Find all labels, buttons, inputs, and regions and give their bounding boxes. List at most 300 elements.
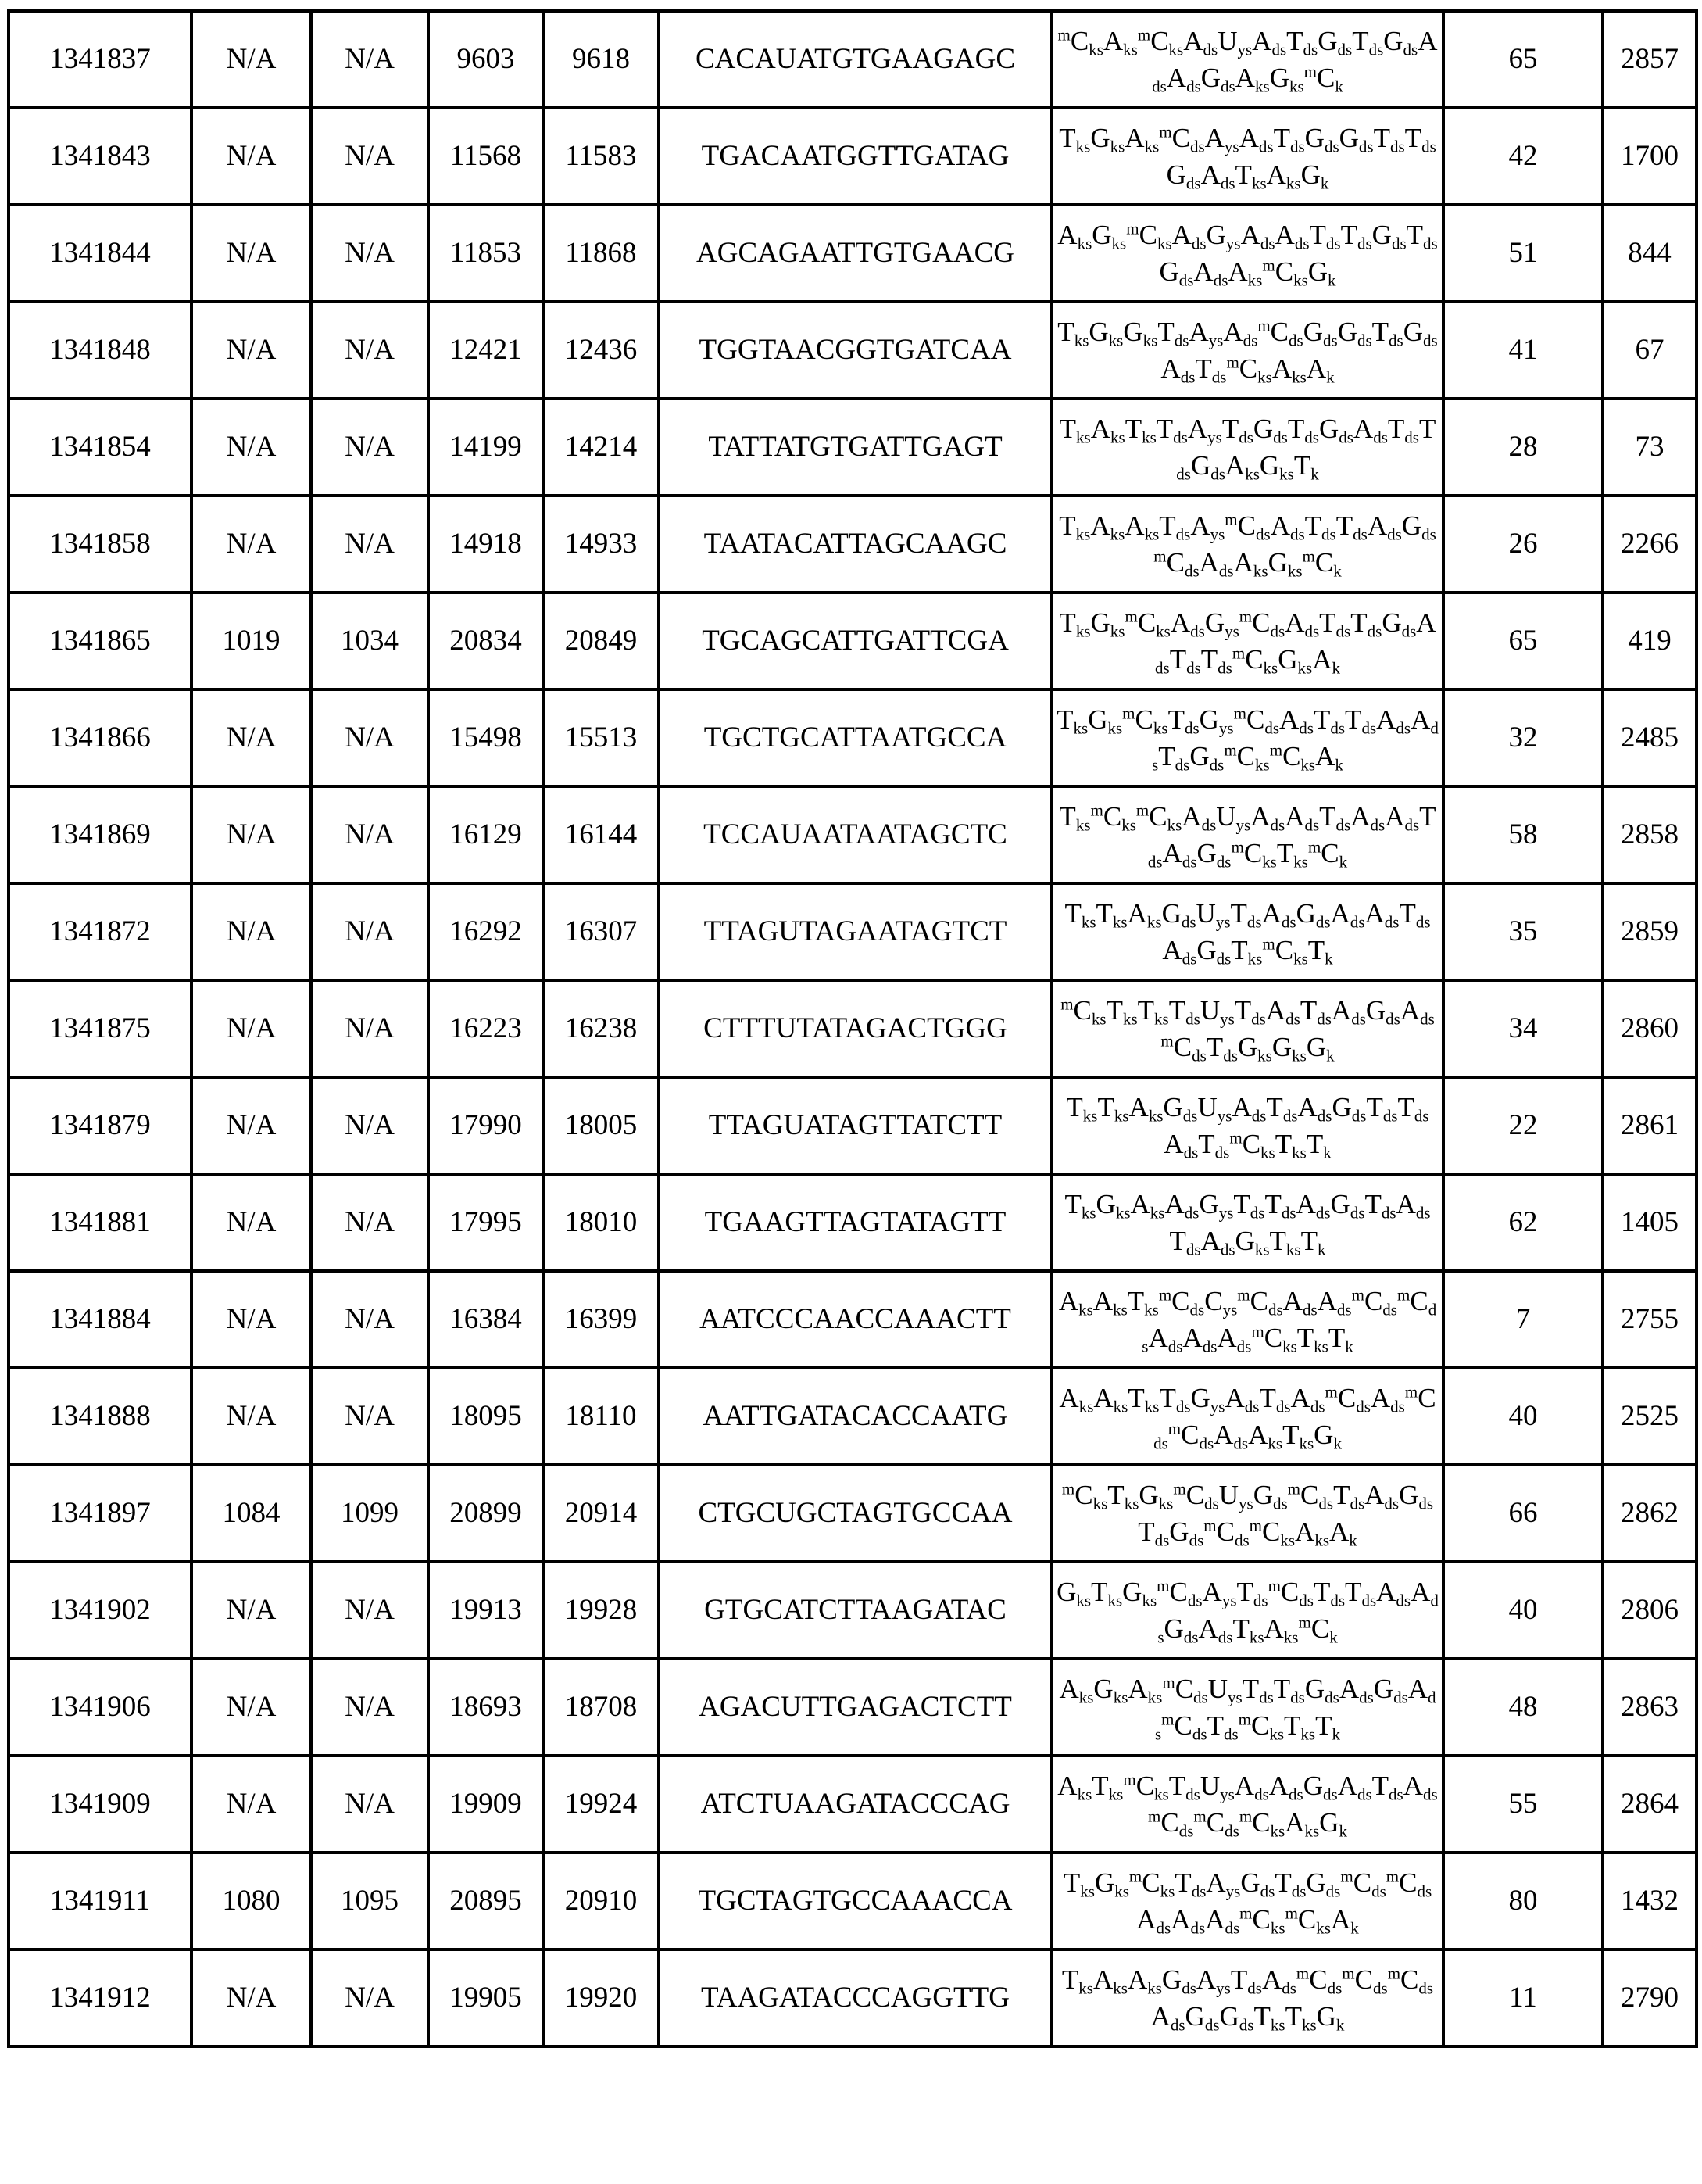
nucleotide: Ads [1350, 801, 1385, 832]
nucleotide: Ads [1262, 1964, 1296, 1995]
start-site-2-cell: 20834 [428, 593, 543, 689]
table-row [9, 1077, 1697, 1174]
nucleotide: Tds [1319, 607, 1350, 638]
stop-site-2-cell: 18005 [543, 1077, 659, 1174]
nucleotide: Gks [1260, 450, 1294, 481]
nucleotide: mCks [1062, 1480, 1107, 1510]
compound-id-cell: 1341912 [9, 1949, 191, 2046]
nucleotide: mCds [1157, 1577, 1202, 1607]
stop-site-2-cell: 15513 [543, 689, 659, 786]
sequence-cell: TGCTAGTGCCAAACCA [659, 1853, 1052, 1949]
stop-site-2-cell: 11583 [543, 108, 659, 205]
nucleotide: Ads [1152, 704, 1439, 772]
nucleotide: Gds [1372, 220, 1407, 250]
nucleotide: mCks [1122, 704, 1167, 735]
start-site-2-cell: 16292 [428, 883, 543, 980]
chemistry-notation-cell [1052, 108, 1443, 205]
nucleotide: Gks [1238, 1032, 1272, 1062]
chemistry-notation-cell [1052, 205, 1443, 302]
seq-id-cell: 2755 [1603, 1271, 1697, 1368]
nucleotide: Ads [1183, 26, 1218, 56]
seq-id-cell: 2858 [1603, 786, 1697, 883]
stop-site-2-cell: 11868 [543, 205, 659, 302]
nucleotide: Tds [1333, 1480, 1364, 1510]
nucleotide: Tks [1277, 838, 1308, 868]
seq-id-cell: 1405 [1603, 1174, 1697, 1271]
nucleotide: Gds [1189, 741, 1224, 772]
oligonucleotide-table [7, 9, 1698, 2048]
stop-site-1-cell: 1099 [311, 1465, 428, 1562]
table-row [9, 205, 1697, 302]
nucleotide: Tds [1275, 1867, 1306, 1898]
nucleotide: Tds [1372, 1770, 1403, 1801]
table-row [9, 883, 1697, 980]
stop-site-2-cell: 20914 [543, 1465, 659, 1562]
nucleotide: Tks [1297, 1323, 1328, 1353]
stop-site-2-cell: 16238 [543, 980, 659, 1077]
nucleotide: mCds [1237, 1286, 1282, 1316]
stop-site-1-cell: N/A [311, 1271, 428, 1368]
start-site-2-cell: 11568 [428, 108, 543, 205]
nucleotide: Ads [1157, 1577, 1439, 1644]
nucleotide: mCks [1138, 26, 1183, 56]
start-site-1-cell: N/A [191, 980, 311, 1077]
nucleotide: Tk [1307, 1129, 1332, 1159]
seq-id-cell: 2861 [1603, 1077, 1697, 1174]
nucleotide: Gds [1201, 63, 1235, 93]
seq-id-cell: 2860 [1603, 980, 1697, 1077]
nucleotide: Ads [1279, 704, 1314, 735]
nucleotide: Gys [1191, 1383, 1225, 1413]
sequence-cell: AGACUTTGAGACTCTT [659, 1659, 1052, 1756]
nucleotide: Ads [1193, 256, 1228, 287]
stop-site-1-cell: N/A [311, 1368, 428, 1465]
stop-site-2-cell: 18010 [543, 1174, 659, 1271]
stop-site-2-cell: 9618 [543, 11, 659, 108]
nucleotide: Gds [1197, 838, 1232, 868]
nucleotide: mCds [1388, 1964, 1433, 1995]
activity-value-cell: 40 [1443, 1368, 1603, 1465]
activity-value-cell: 62 [1443, 1174, 1603, 1271]
nucleotide: Gys [1199, 1189, 1233, 1219]
compound-id-cell: 1341906 [9, 1659, 191, 1756]
nucleotide: Ads [1376, 1577, 1411, 1607]
activity-value-cell: 65 [1443, 11, 1603, 108]
nucleotide: Ads [1241, 220, 1275, 250]
nucleotide: mCds [1234, 704, 1279, 735]
sequence-cell: AATTGATACACCAATG [659, 1368, 1052, 1465]
seq-id-cell: 2525 [1603, 1368, 1697, 1465]
nucleotide: mCds [1352, 1286, 1397, 1316]
table-row [9, 399, 1697, 496]
stop-site-1-cell: N/A [311, 1174, 428, 1271]
nucleotide: Tds [1319, 801, 1350, 832]
nucleotide: Tks [1066, 1092, 1097, 1122]
chemistry-notation-cell [1052, 1465, 1443, 1562]
nucleotide: Gds [1253, 414, 1288, 444]
compound-id-cell: 1341872 [9, 883, 191, 980]
nucleotide: Uys [1200, 1770, 1235, 1801]
nucleotide: Gds [1399, 1480, 1433, 1510]
nucleotide: Ads [1164, 1189, 1199, 1219]
nucleotide: Ak [1329, 1516, 1357, 1547]
seq-id-cell: 1700 [1603, 108, 1697, 205]
start-site-2-cell: 19905 [428, 1949, 543, 2046]
activity-value-cell: 40 [1443, 1562, 1603, 1659]
start-site-2-cell: 14918 [428, 496, 543, 593]
nucleotide: Tds [1158, 741, 1189, 772]
nucleotide: mCks [1123, 1770, 1168, 1801]
nucleotide: Aks [1128, 898, 1162, 929]
nucleotide: Gds [1319, 414, 1353, 444]
nucleotide: Tks [1064, 898, 1096, 929]
nucleotide: Ads [1152, 26, 1437, 93]
nucleotide: Gys [1205, 607, 1239, 638]
nucleotide: Ads [1167, 63, 1201, 93]
nucleotide: mCds [1153, 1383, 1436, 1450]
nucleotide: Ads [1298, 1092, 1332, 1122]
compound-id-cell: 1341848 [9, 302, 191, 399]
nucleotide: Ads [1252, 26, 1286, 56]
chemistry-notation-cell [1052, 1853, 1443, 1949]
nucleotide: Ads [1296, 1189, 1331, 1219]
nucleotide: Ads [1182, 1323, 1217, 1353]
nucleotide: Ads [1339, 1674, 1374, 1704]
nucleotide: Tds [1198, 1129, 1229, 1159]
nucleotide: Gds [1303, 317, 1338, 347]
nucleotide: Ads [1385, 801, 1419, 832]
nucleotide: Gds [1306, 1867, 1340, 1898]
nucleotide: Ads [1338, 1770, 1372, 1801]
nucleotide: Ads [1171, 1904, 1205, 1935]
nucleotide: Gds [1162, 898, 1196, 929]
nucleotide: Aks [1285, 1807, 1319, 1838]
nucleotide: mCks [1270, 741, 1315, 772]
nucleotide: Tds [1231, 1964, 1262, 1995]
stop-site-1-cell: N/A [311, 883, 428, 980]
nucleotide: Tds [1398, 1092, 1429, 1122]
activity-value-cell: 34 [1443, 980, 1603, 1077]
nucleotide: mCds [1257, 317, 1303, 347]
nucleotide: Aks [1128, 1674, 1162, 1704]
nucleotide: Ads [1172, 220, 1207, 250]
nucleotide: Ak [1307, 353, 1335, 384]
compound-id-cell: 1341865 [9, 593, 191, 689]
nucleotide: Uys [1218, 26, 1252, 56]
stop-site-2-cell: 19928 [543, 1562, 659, 1659]
nucleotide: Ads [1182, 801, 1216, 832]
nucleotide: mCds [1288, 1480, 1333, 1510]
nucleotide: Aks [1125, 510, 1159, 541]
start-site-1-cell: N/A [191, 786, 311, 883]
nucleotide: mCds [1153, 547, 1199, 578]
nucleotide: Gds [1383, 26, 1418, 56]
nucleotide: Ays [1203, 1577, 1237, 1607]
nucleotide: Tds [1399, 898, 1430, 929]
table-row [9, 496, 1697, 593]
nucleotide: Gds [1296, 898, 1331, 929]
nucleotide: Tds [1169, 1770, 1200, 1801]
nucleotide: Tds [1264, 1189, 1296, 1219]
start-site-2-cell: 16223 [428, 980, 543, 1077]
stop-site-1-cell: N/A [311, 108, 428, 205]
nucleotide: Aks [1093, 1286, 1128, 1316]
nucleotide: Uys [1208, 1674, 1243, 1704]
nucleotide: mCds [1173, 1480, 1218, 1510]
nucleotide: Tds [1310, 220, 1341, 250]
nucleotide: mCks [1060, 995, 1106, 1026]
nucleotide: Ads [1205, 1904, 1239, 1935]
stop-site-1-cell: N/A [311, 302, 428, 399]
seq-id-cell: 2863 [1603, 1659, 1697, 1756]
nucleotide: Tks [1064, 1189, 1096, 1219]
nucleotide: Ads [1262, 898, 1296, 929]
compound-id-cell: 1341854 [9, 399, 191, 496]
stop-site-2-cell: 20910 [543, 1853, 659, 1949]
nucleotide: Ads [1217, 1323, 1251, 1353]
nucleotide: Ads [1232, 1092, 1266, 1122]
nucleotide: Aks [1059, 1674, 1093, 1704]
activity-value-cell: 11 [1443, 1949, 1603, 2046]
stop-site-2-cell: 14214 [543, 399, 659, 496]
start-site-2-cell: 15498 [428, 689, 543, 786]
nucleotide: mCds [1386, 1867, 1432, 1898]
nucleotide: Tds [1305, 510, 1336, 541]
nucleotide: Tds [1405, 123, 1436, 153]
nucleotide: mCk [1308, 838, 1347, 868]
nucleotide: Ays [1205, 123, 1239, 153]
nucleotide: Uys [1216, 801, 1250, 832]
nucleotide: Aks [1093, 1964, 1128, 1995]
sequence-cell: CACAUATGTGAAGAGC [659, 11, 1052, 108]
stop-site-2-cell: 16144 [543, 786, 659, 883]
seq-id-cell: 419 [1603, 593, 1697, 689]
nucleotide: Aks [1267, 159, 1301, 190]
table-row [9, 1465, 1697, 1562]
nucleotide: Tds [1259, 1383, 1290, 1413]
nucleotide: Gds [1303, 1770, 1338, 1801]
stop-site-1-cell: N/A [311, 11, 428, 108]
start-site-2-cell: 19913 [428, 1562, 543, 1659]
nucleotide: Ads [1396, 1189, 1431, 1219]
nucleotide: mCks [1250, 1516, 1295, 1547]
nucleotide: Tds [1345, 704, 1376, 735]
start-site-2-cell: 18095 [428, 1368, 543, 1465]
nucleotide: mCks [1126, 220, 1171, 250]
nucleotide: mCds [1162, 1674, 1207, 1704]
nucleotide: Gds [1159, 256, 1193, 287]
stop-site-2-cell: 16399 [543, 1271, 659, 1368]
nucleotide: mCds [1168, 1420, 1214, 1450]
stop-site-1-cell: N/A [311, 399, 428, 496]
nucleotide: Ads [1162, 935, 1196, 965]
nucleotide: Ads [1365, 898, 1400, 929]
start-site-1-cell: 1080 [191, 1853, 311, 1949]
stop-site-1-cell: N/A [311, 1949, 428, 2046]
compound-id-cell: 1341879 [9, 1077, 191, 1174]
nucleotide: Tks [1282, 1420, 1314, 1450]
nucleotide: Aks [1129, 1092, 1164, 1122]
nucleotide: mCks [1232, 644, 1278, 675]
nucleotide: Tks [1270, 1226, 1301, 1256]
nucleotide: Tks [1128, 1383, 1159, 1413]
table-row [9, 593, 1697, 689]
nucleotide: Gds [1196, 935, 1231, 965]
start-site-1-cell: 1084 [191, 1465, 311, 1562]
nucleotide: mCds [1342, 1964, 1387, 1995]
nucleotide: Ays [1196, 1964, 1231, 1995]
nucleotide: mCks [1229, 1129, 1275, 1159]
activity-value-cell: 51 [1443, 205, 1603, 302]
nucleotide: mCks [1091, 801, 1136, 832]
nucleotide: Ads [1163, 838, 1197, 868]
start-site-2-cell: 17990 [428, 1077, 543, 1174]
nucleotide: Tks [1128, 1286, 1159, 1316]
nucleotide: Aks [1090, 510, 1125, 541]
nucleotide: Gds [1305, 123, 1339, 153]
nucleotide: Aks [1057, 1770, 1092, 1801]
nucleotide: Tds [1274, 1674, 1305, 1704]
start-site-1-cell: N/A [191, 302, 311, 399]
sequence-cell: AGCAGAATTGTGAACG [659, 205, 1052, 302]
nucleotide: Tds [1231, 898, 1262, 929]
nucleotide: Ads [1400, 995, 1435, 1026]
activity-value-cell: 55 [1443, 1756, 1603, 1853]
sequence-cell: TGCAGCATTGATTCGA [659, 593, 1052, 689]
start-site-2-cell: 11853 [428, 205, 543, 302]
table-row [9, 1174, 1697, 1271]
nucleotide: Ak [1331, 1904, 1359, 1935]
nucleotide: Ays [1189, 317, 1223, 347]
nucleotide: Ads [1160, 353, 1195, 384]
chemistry-notation-cell [1052, 1949, 1443, 2046]
stop-site-2-cell: 16307 [543, 883, 659, 980]
nucleotide: Tds [1372, 317, 1403, 347]
nucleotide: mCds [1296, 1964, 1342, 1995]
nucleotide: Tk [1308, 935, 1333, 965]
nucleotide: Gds [1318, 26, 1352, 56]
nucleotide: Tks [1091, 1577, 1122, 1607]
stop-site-1-cell: N/A [311, 689, 428, 786]
nucleotide: Gds [1191, 450, 1225, 481]
nucleotide: mCks [1239, 1904, 1285, 1935]
table-row [9, 11, 1697, 108]
start-site-2-cell: 12421 [428, 302, 543, 399]
nucleotide: Tds [1168, 704, 1200, 735]
nucleotide: Tds [1336, 510, 1368, 541]
nucleotide: Tk [1328, 1323, 1353, 1353]
table-row [9, 1368, 1697, 1465]
nucleotide: Aks [1128, 1964, 1162, 1995]
nucleotide: mCds [1159, 123, 1204, 153]
sequence-cell: TTAGUTAGAATAGTCT [659, 883, 1052, 980]
nucleotide: Gds [1240, 1867, 1275, 1898]
nucleotide: Gks [1089, 317, 1123, 347]
start-site-2-cell: 16129 [428, 786, 543, 883]
nucleotide: Tds [1176, 414, 1436, 481]
nucleotide: Ads [1285, 607, 1319, 638]
chemistry-notation-cell [1052, 1756, 1443, 1853]
nucleotide: Ads [1171, 607, 1205, 638]
stop-site-1-cell: N/A [311, 980, 428, 1077]
chemistry-notation-cell [1052, 496, 1443, 593]
seq-id-cell: 2857 [1603, 11, 1697, 108]
nucleotide: Uys [1196, 898, 1231, 929]
chemistry-notation-cell [1052, 1271, 1443, 1368]
sequence-cell: TATTATGTGATTGAGT [659, 399, 1052, 496]
nucleotide: Ads [1155, 607, 1436, 675]
seq-id-cell: 2864 [1603, 1756, 1697, 1853]
nucleotide: Ads [1151, 2001, 1185, 2032]
start-site-1-cell: N/A [191, 1368, 311, 1465]
nucleotide: Gks [1139, 1480, 1173, 1510]
nucleotide: Aks [1248, 1420, 1282, 1450]
nucleotide: Tds [1195, 353, 1226, 384]
stop-site-1-cell: 1095 [311, 1853, 428, 1949]
nucleotide: Ak [1315, 741, 1343, 772]
nucleotide: Tds [1388, 414, 1419, 444]
sequence-cell: TTAGUATAGTTATCTT [659, 1077, 1052, 1174]
nucleotide: Tds [1286, 26, 1318, 56]
nucleotide: Tks [1064, 1867, 1095, 1898]
sequence-cell: ATCTUAAGATACCCAG [659, 1756, 1052, 1853]
nucleotide: Tds [1237, 1577, 1268, 1607]
nucleotide: Gks [1091, 607, 1125, 638]
nucleotide: Tds [1157, 317, 1189, 347]
nucleotide: Gds [1374, 1674, 1408, 1704]
nucleotide: Gks [1268, 547, 1303, 578]
activity-value-cell: 66 [1443, 1465, 1603, 1562]
nucleotide: mCks [1239, 1807, 1285, 1838]
nucleotide: mCks [1262, 256, 1307, 287]
nucleotide: Ads [1201, 1226, 1235, 1256]
nucleotide: Gds [1305, 1674, 1339, 1704]
compound-id-cell: 1341869 [9, 786, 191, 883]
nucleotide: Tds [1170, 1226, 1201, 1256]
nucleotide: Aks [1235, 63, 1270, 93]
nucleotide: Aks [1295, 1516, 1329, 1547]
nucleotide: Tks [1059, 801, 1090, 832]
nucleotide: Tks [1059, 510, 1090, 541]
nucleotide: Ads [1223, 317, 1257, 347]
nucleotide: Gds [1339, 123, 1374, 153]
nucleotide: Gks [1088, 704, 1122, 735]
chemistry-notation-cell [1052, 1659, 1443, 1756]
seq-id-cell: 2266 [1603, 496, 1697, 593]
nucleotide: Tks [1059, 607, 1090, 638]
nucleotide: Aks [1103, 26, 1138, 56]
nucleotide: Ads [1235, 1770, 1269, 1801]
nucleotide: Ads [1332, 995, 1366, 1026]
nucleotide: Tds [1350, 607, 1382, 638]
start-site-1-cell: N/A [191, 11, 311, 108]
table-row [9, 302, 1697, 399]
nucleotide: Gds [1332, 1092, 1366, 1122]
nucleotide: Tds [1148, 801, 1436, 868]
activity-value-cell: 42 [1443, 108, 1603, 205]
nucleotide: mCks [1129, 1867, 1175, 1898]
start-site-1-cell: N/A [191, 205, 311, 302]
nucleotide: mCds [1160, 1032, 1206, 1062]
compound-id-cell: 1341884 [9, 1271, 191, 1368]
table-row [9, 1949, 1697, 2046]
nucleotide: Tds [1175, 1867, 1206, 1898]
nucleotide: Uys [1200, 995, 1235, 1026]
seq-id-cell: 67 [1603, 302, 1697, 399]
nucleotide: mCks [1057, 26, 1103, 56]
chemistry-notation-cell [1052, 11, 1443, 108]
chemistry-notation-cell [1052, 883, 1443, 980]
